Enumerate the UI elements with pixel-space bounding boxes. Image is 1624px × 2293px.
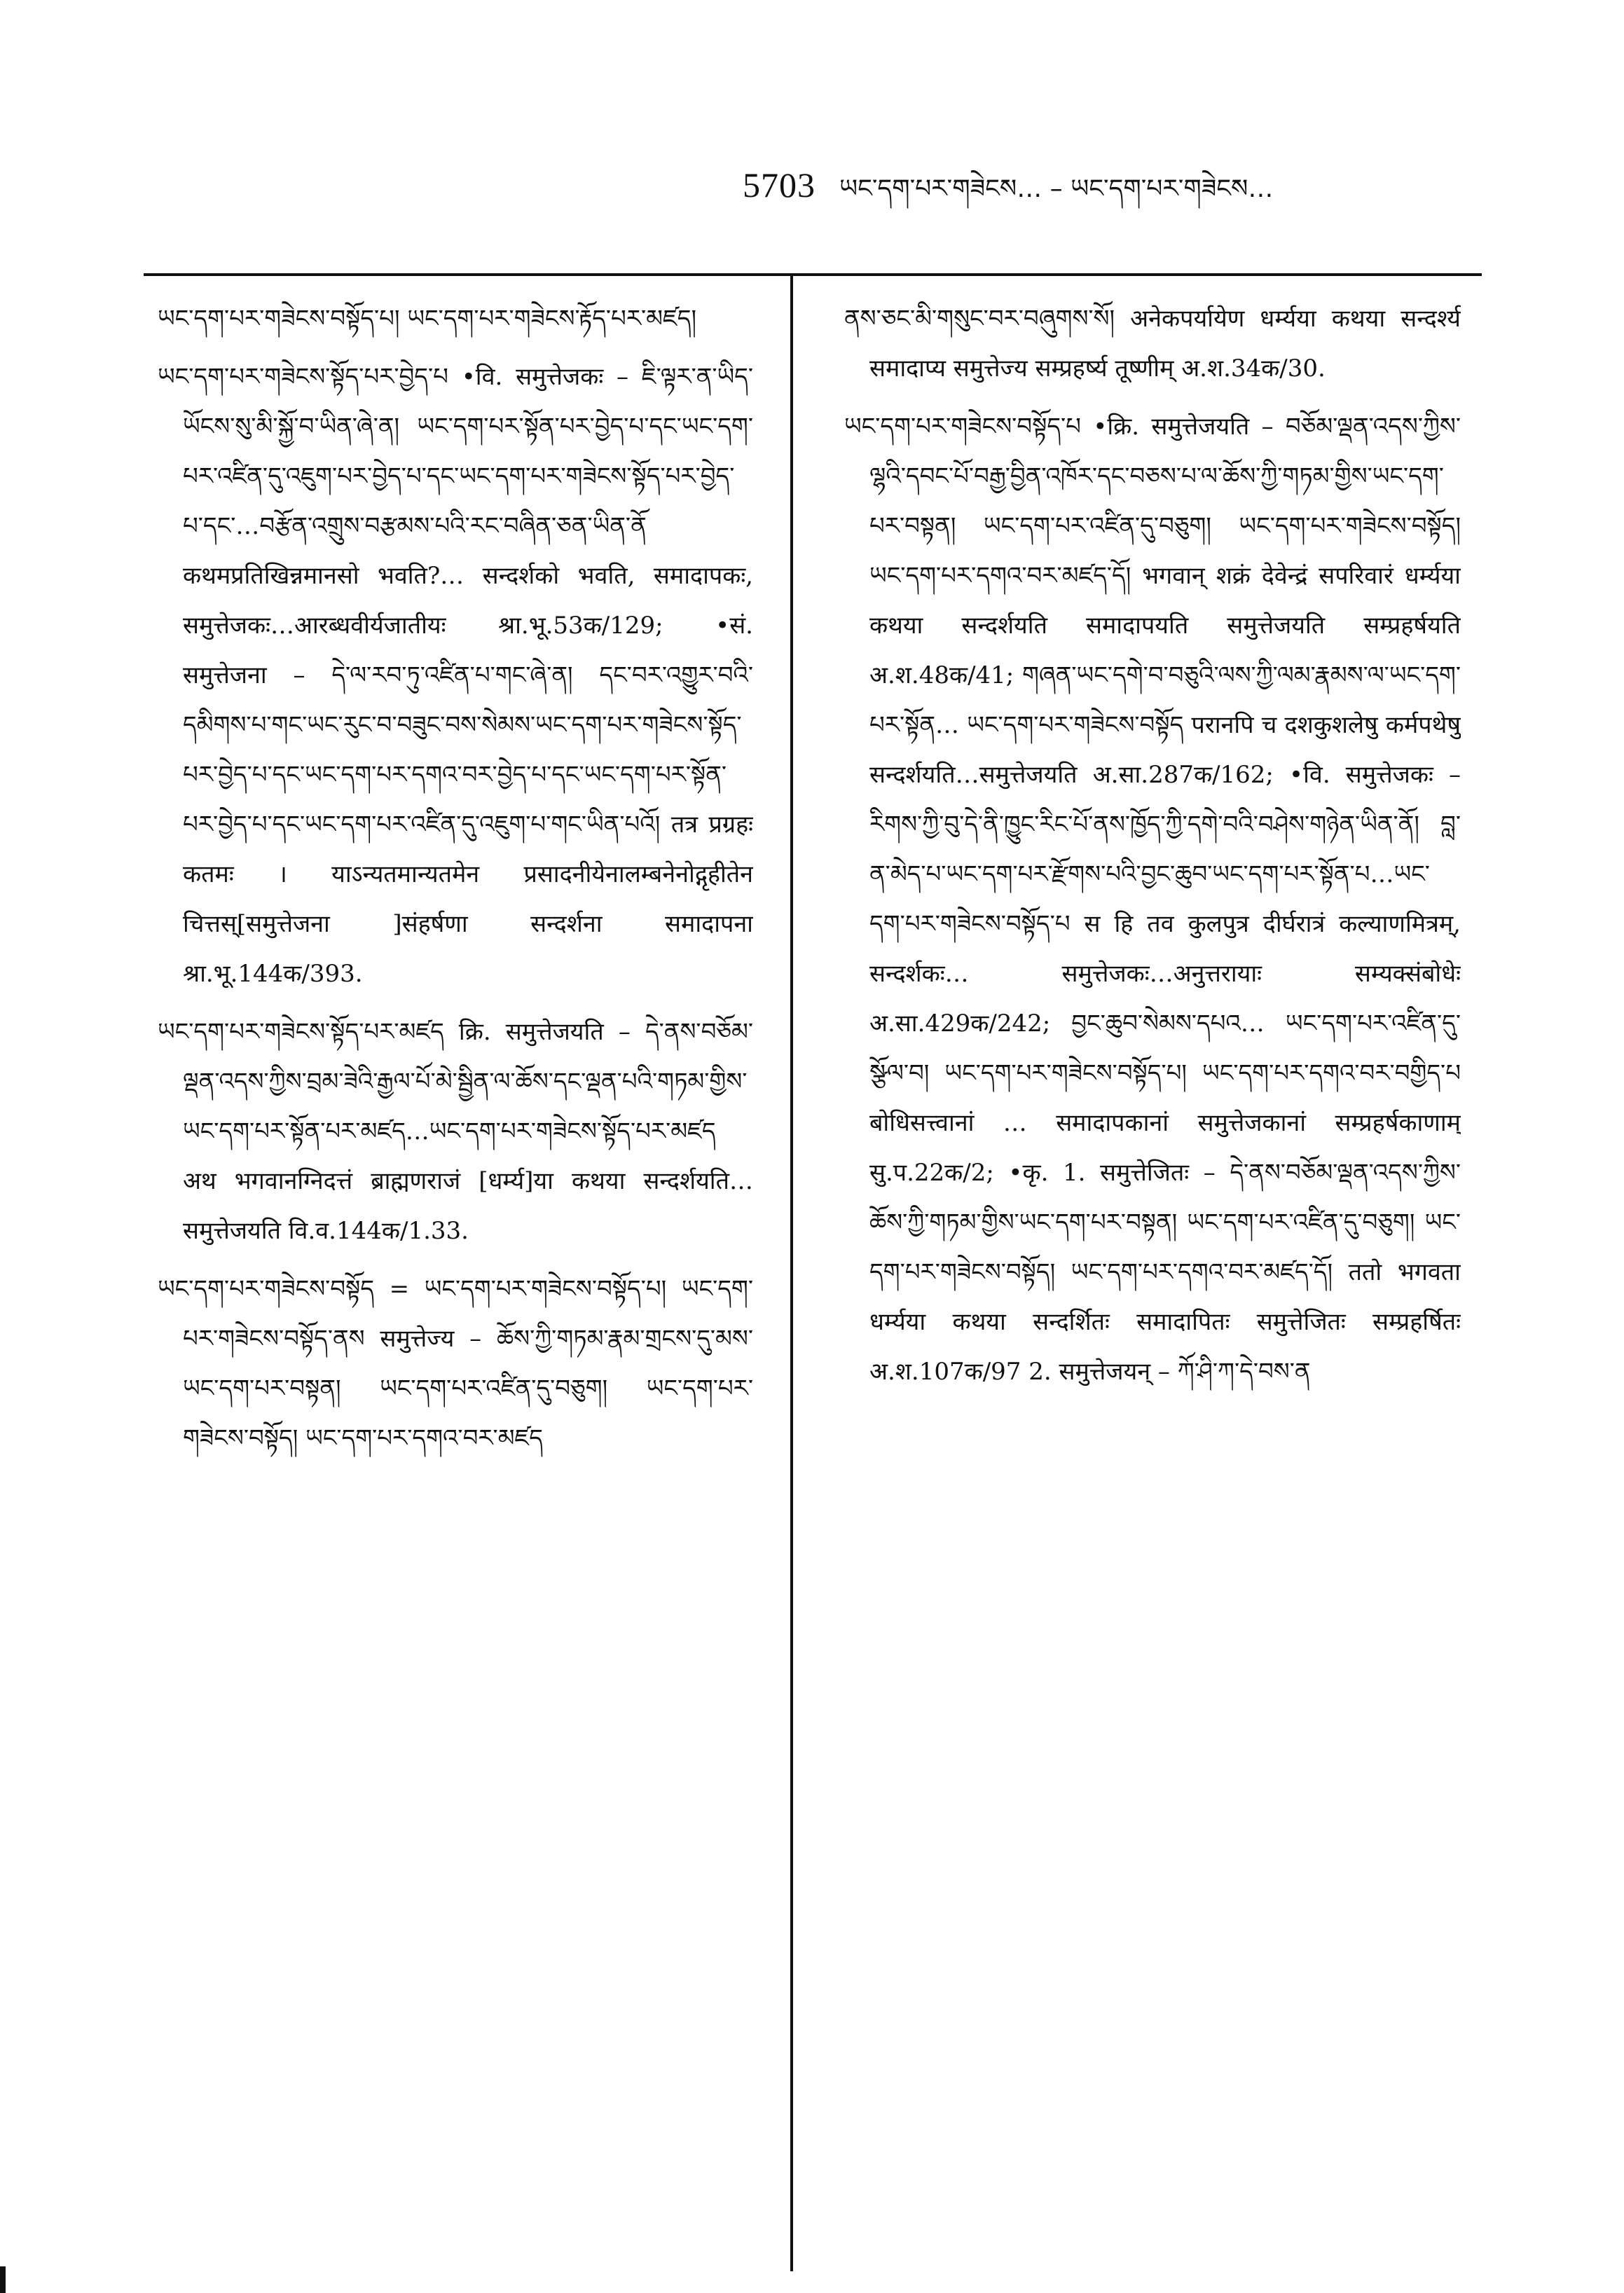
scan-edge-mark [0, 2266, 6, 2293]
running-head: ཡང་དག་པར་གཟེངས… – ཡང་དག་པར་གཟེངས… [839, 174, 1274, 203]
header-rule [144, 273, 1482, 276]
entry: ཡང་དག་པར་གཟེངས་བསྟོད་པ། ཡང་དག་པར་གཟེངས་རྟོད་པར་མཛད། [158, 305, 697, 333]
entry: ཡང་དག་པར་གཟེངས་སྟོད་པར་མཛད क्रि. समुत्तेजयति – དེ་ནས་བཅོམ་ལྡན་འདས་ཀྱིས་བྲམ་ཟེའི་རྒྱལ་པོ་མེ་སྦྱིན་ལ་ཆོས་དང་ལྡན་པའི་གཏམ་གྱིས་ཡང་དག་པར་སྟོན་པར་མཛད…ཡང་དག་པར་གཟེངས་སྟོད་པར་མཛད अथ भगवानग्निदत्तं ब्राह्मणराजं [धर्म्य]या कथया सन्दर्शयति…समुत्तेजयति वि.व.144क/1.33. [158, 1018, 753, 1245]
entry: ཡང་དག་པར་གཟེངས་སྟོད་པར་བྱེད་པ •वि. समुत्तेजकः – ཇི་ལྟར་ན་ཡིད་ཡོངས་སུ་མི་སྐྱོ་བ་ཡིན་ཞེ་ན། ཡང་དག་པར་སྟོན་པར་བྱེད་པ་དང་ཡང་དག་པར་འཛིན་དུ་འཇུག་པར་བྱེད་པ་དང་ཡང་དག་པར་གཟེངས་སྟོད་པར་བྱེད་པ་དང་…བརྩོན་འགྲུས་བརྩམས་པའི་རང་བཞིན་ཅན་ཡིན་ནོ कथमप्रतिखिन्नमानसो भवति?… सन्दर्शको भवति, समादापकः, समुत्तेजकः…आरब्धवीर्यजातीयः श्रा.भू.53क/129; •सं. समुत्तेजना – དེ་ལ་རབ་ཏུ་འཛིན་པ་གང་ཞེ་ན། དང་བར་འགྱུར་བའི་དམིགས་པ་གང་ཡང་རུང་བ་བཟུང་བས་སེམས་ཡང་དག་པར་གཟེངས་སྟོད་པར་བྱེད་པ་དང་ཡང་དག་པར་དགའ་བར་བྱེད་པ་དང་ཡང་དག་པར་སྟོན་པར་བྱེད་པ་དང་ཡང་དག་པར་འཛིན་དུ་འཇུག་པ་གང་ཡིན་པའོ། तत्र प्रग्रहः कतमः । याऽन्यतमान्यतमेन प्रसादनीयेनालम्बनेनोद्गृहीतेन चित्तस्[समुत्तेजना ]संहर्षणा सन्दर्शना समादापना श्रा.भू.144क/393. [158, 363, 753, 988]
entry: ཡང་དག་པར་གཟེངས་བསྟོད་པ •क्रि. समुत्तेजयति – བཅོམ་ལྡན་འདས་ཀྱིས་ལྷའི་དབང་པོ་བརྒྱ་བྱིན་འཁོར་དང་བཅས་པ་ལ་ཆོས་ཀྱི་གཏམ་གྱིས་ཡང་དག་པར་བསྟན། ཡང་དག་པར་འཛིན་དུ་བཅུག། ཡང་དག་པར་གཟེངས་བསྟོད། ཡང་དག་པར་དགའ་བར་མཛད་དོ། भगवान् शक्रं देवेन्द्रं सपरिवारं धर्म्यया कथया सन्दर्शयति समादापयति समुत्तेजयति सम्प्रहर्षयति अ.श.48क/41; གཞན་ཡང་དགེ་བ་བཅུའི་ལས་ཀྱི་ལམ་རྣམས་ལ་ཡང་དག་པར་སྟོན… ཡང་དག་པར་གཟེངས་བསྟོད परानपि च दशकुशलेषु कर्मपथेषु सन्दर्शयति…समुत्तेजयति अ.सा.287क/162; •वि. समुत्तेजकः – རིགས་ཀྱི་བུ་དེ་ནི་ཁྱུང་རིང་པོ་ནས་ཁྱོད་ཀྱི་དགེ་བའི་བཤེས་གཉེན་ཡིན་ནོ། བླ་ན་མེད་པ་ཡང་དག་པར་རྫོགས་པའི་བྱང་ཆུབ་ཡང་དག་པར་སྟོན་པ…ཡང་དག་པར་གཟེངས་བསྟོད་པ स हि तव कुलपुत्र दीर्घरात्रं कल्याणमित्रम्, सन्दर्शकः… समुत्तेजकः…अनुत्तरायाः सम्यक्संबोधेः अ.सा.429क/242; བྱང་ཆུབ་སེམས་དཔའ… ཡང་དག་པར་འཛིན་དུ་སྩོལ་བ། ཡང་དག་པར་གཟེངས་བསྟོད་པ། ཡང་དག་པར་དགའ་བར་བགྱིད་པ बोधिसत्त्वानां … समादापकानां समुत्तेजकानां सम्प्रहर्षकाणाम् सु.प.22क/2; •कृ. 1. समुत्तेजितः – དེ་ནས་བཅོམ་ལྡན་འདས་ཀྱིས་ཆོས་ཀྱི་གཏམ་གྱིས་ཡང་དག་པར་བསྟན། ཡང་དག་པར་འཛིན་དུ་བཅུག། ཡང་དག་པར་གཟེངས་བསྟོད། ཡང་དག་པར་དགའ་བར་མཛད་དོ། ततो भगवता धर्म्यया कथया सन्दर्शितः समादापितः समुत्तेजितः सम्प्रहर्षितः अ.श.107क/97 2. समुत्तेजयन् – ཀོ་ཤི་ཀ་དེ་བས་ན [844, 413, 1461, 1386]
column-divider [790, 275, 793, 2271]
page-number: 5703 [743, 165, 816, 205]
page-header [743, 160, 1513, 216]
left-column [158, 294, 753, 2270]
entry: ཡང་དག་པར་གཟེངས་བསྟོད = ཡང་དག་པར་གཟེངས་བསྟོད་པ། ཡང་དག་པར་གཟེངས་བསྟོད་ནས समुत्तेज्य – ཆོས་ཀྱི་གཏམ་རྣམ་གྲངས་དུ་མས་ཡང་དག་པར་བསྟན། ཡང་དག་པར་འཛིན་དུ་བཅུག། ཡང་དག་པར་གཟེངས་བསྟོད། ཡང་དག་པར་དགའ་བར་མཛད [158, 1275, 753, 1452]
right-column [844, 294, 1461, 2270]
entry: ནས་ཅང་མི་གསུང་བར་བཞུགས་སོ། अनेकपर्यायेण धर्म्यया कथया सन्दर्श्य समादाप्य समुत्तेज्य सम्प्रहर्ष्य तूष्णीम् अ.श.34क/30. [844, 305, 1461, 383]
